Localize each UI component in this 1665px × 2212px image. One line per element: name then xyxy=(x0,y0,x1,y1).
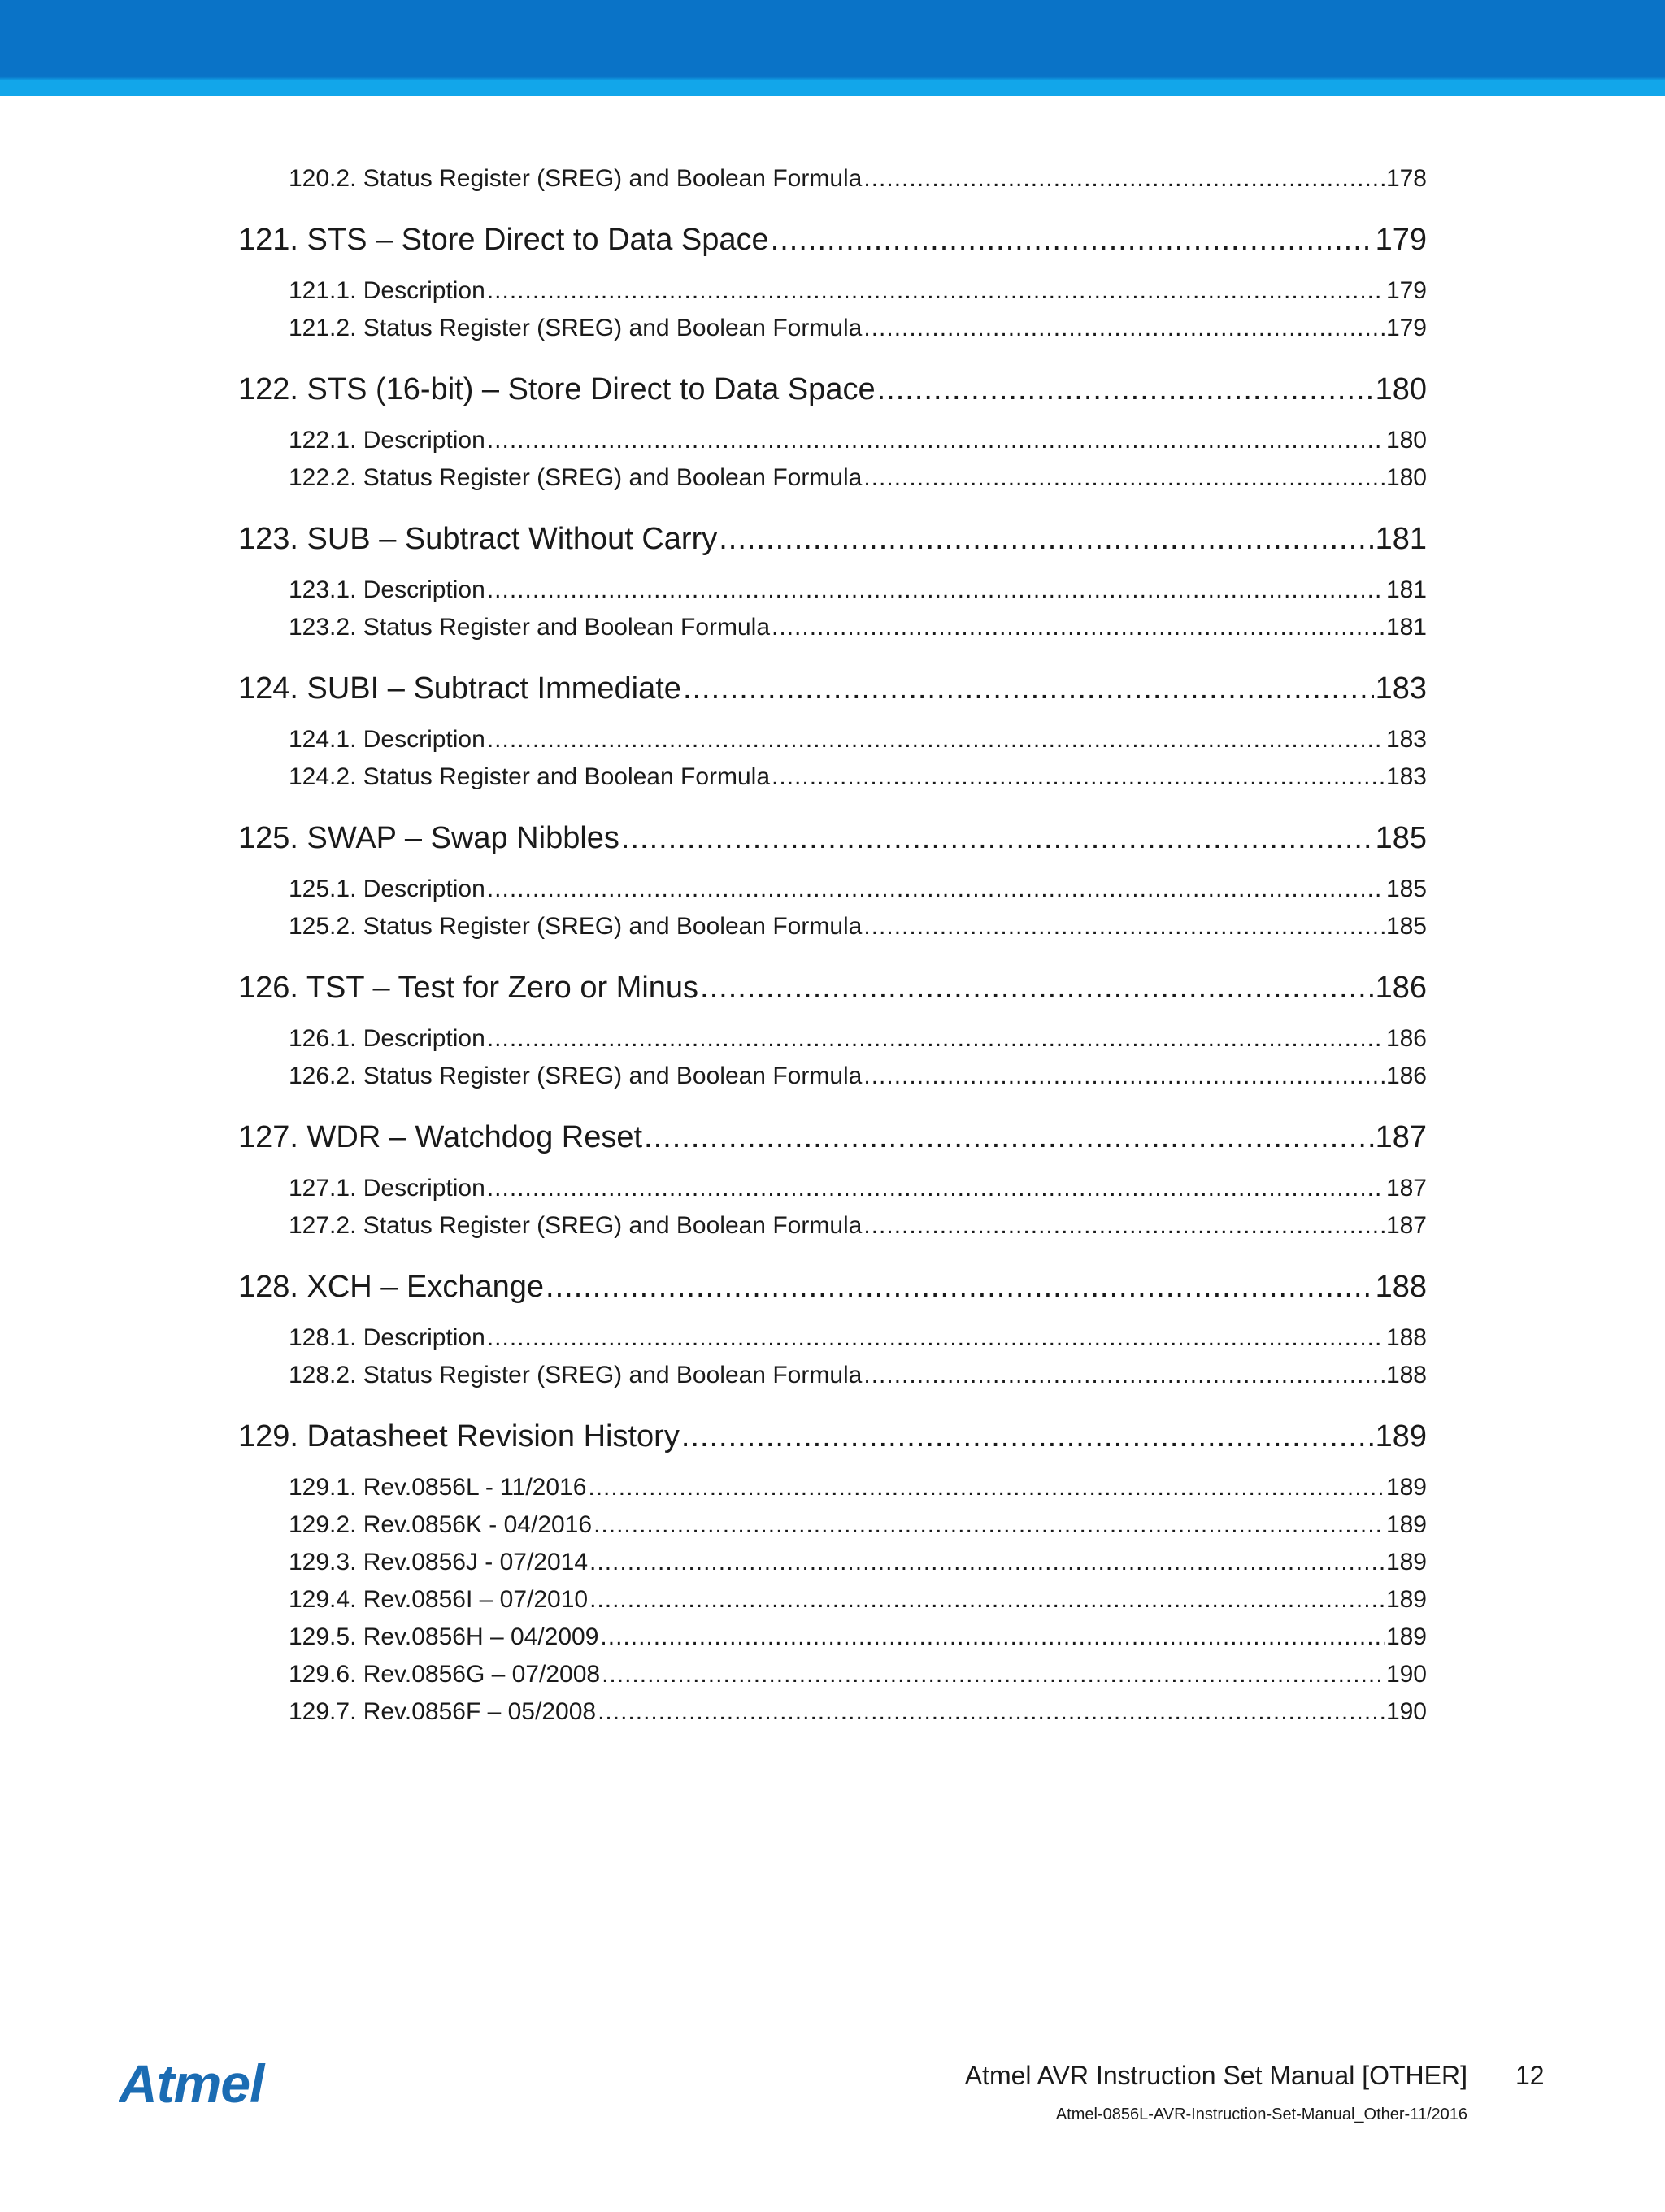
toc-entry-title: 125. SWAP – Swap Nibbles xyxy=(238,821,619,855)
toc-entry-title: 128.2. Status Register (SREG) and Boolean Formula xyxy=(289,1362,863,1388)
toc-dot-leader xyxy=(863,164,1385,193)
toc-entry-title: 120.2. Status Register (SREG) and Boolean Formula xyxy=(289,165,863,192)
toc-entry[interactable] xyxy=(289,1613,1427,1652)
toc-entry[interactable] xyxy=(289,1501,1427,1540)
toc-section-entry[interactable] xyxy=(238,662,1427,707)
toc-entry[interactable] xyxy=(289,454,1427,493)
toc-entry-title: 126.2. Status Register (SREG) and Boolean Formula xyxy=(289,1063,863,1089)
toc-entry-title: 129.7. Rev.0856F – 05/2008 xyxy=(289,1698,597,1725)
toc-entry-page: 189 xyxy=(1385,1623,1427,1650)
footer-document-title: Atmel AVR Instruction Set Manual [OTHER] xyxy=(964,2061,1467,2090)
toc-entry-title: 129.1. Rev.0856L - 11/2016 xyxy=(289,1474,587,1501)
toc-entry-page: 183 xyxy=(1385,726,1427,753)
toc-entry-title: 123.2. Status Register and Boolean Formula xyxy=(289,614,771,641)
toc-dot-leader xyxy=(487,1174,1385,1203)
toc-entry-title: 129.3. Rev.0856J - 07/2014 xyxy=(289,1549,589,1575)
toc-dot-leader xyxy=(487,1024,1385,1054)
toc-entry-page: 179 xyxy=(1385,277,1427,304)
toc-entry[interactable] xyxy=(289,753,1427,792)
toc-dot-leader xyxy=(487,1323,1385,1353)
toc-dot-leader xyxy=(700,969,1374,1006)
toc-dot-leader xyxy=(863,1361,1385,1390)
toc-entry-title: 129.4. Rev.0856I – 07/2010 xyxy=(289,1586,589,1613)
toc-entry-page: 179 xyxy=(1385,315,1427,341)
toc-entry-title: 124.1. Description xyxy=(289,726,485,753)
toc-dot-leader xyxy=(863,912,1385,941)
toc-entry-page: 181 xyxy=(1385,576,1427,603)
toc-dot-leader xyxy=(546,1268,1374,1306)
toc-entry[interactable] xyxy=(289,715,1427,754)
toc-entry-page: 180 xyxy=(1385,464,1427,491)
toc-entry[interactable] xyxy=(289,1463,1427,1502)
toc-entry[interactable] xyxy=(289,865,1427,904)
toc-entry-title: 125.2. Status Register (SREG) and Boolean Formula xyxy=(289,913,863,940)
toc-dot-leader xyxy=(863,1211,1385,1241)
toc-dot-leader xyxy=(772,763,1385,792)
toc-entry-title: 128.1. Description xyxy=(289,1324,485,1351)
toc-entry-page: 181 xyxy=(1375,522,1427,556)
toc-section-entry[interactable] xyxy=(238,213,1427,259)
toc-entry-title: 124. SUBI – Subtract Immediate xyxy=(238,671,681,706)
toc-entry-page: 187 xyxy=(1375,1120,1427,1154)
toc-entry-page: 183 xyxy=(1385,763,1427,790)
toc-entry-title: 127.2. Status Register (SREG) and Boolean Formula xyxy=(289,1212,863,1239)
toc-entry-page: 186 xyxy=(1385,1025,1427,1052)
toc-entry-title: 129. Datasheet Revision History xyxy=(238,1419,680,1454)
toc-entry-page: 190 xyxy=(1385,1698,1427,1725)
toc-entry[interactable] xyxy=(289,1164,1427,1203)
toc-dot-leader xyxy=(863,463,1385,493)
toc-entry[interactable] xyxy=(289,1202,1427,1241)
toc-entry[interactable] xyxy=(289,902,1427,941)
toc-entry[interactable] xyxy=(289,1575,1427,1614)
toc-entry[interactable] xyxy=(289,1314,1427,1353)
toc-entry-page: 183 xyxy=(1375,671,1427,706)
toc-entry-page: 189 xyxy=(1385,1474,1427,1501)
logo-wordmark: Atmel xyxy=(119,2057,264,2114)
toc-entry[interactable] xyxy=(289,1650,1427,1689)
toc-entry-title: 126. TST – Test for Zero or Minus xyxy=(238,971,699,1005)
toc-dot-leader xyxy=(600,1623,1385,1652)
toc-dot-leader xyxy=(719,520,1373,558)
header-band xyxy=(0,0,1665,96)
toc-entry-page: 189 xyxy=(1375,1419,1427,1454)
toc-dot-leader xyxy=(589,1548,1385,1577)
toc-dot-leader xyxy=(602,1660,1385,1689)
toc-entry[interactable] xyxy=(289,416,1427,455)
toc-entry-title: 129.6. Rev.0856G – 07/2008 xyxy=(289,1661,601,1688)
toc-entry[interactable] xyxy=(289,267,1427,306)
atmel-logo xyxy=(119,2057,289,2114)
toc-entry-page: 178 xyxy=(1385,165,1427,192)
toc-entry-title: 124.2. Status Register and Boolean Formula xyxy=(289,763,771,790)
toc-entry-page: 188 xyxy=(1375,1270,1427,1304)
toc-section-entry[interactable] xyxy=(238,1410,1427,1455)
toc-entry-title: 122.2. Status Register (SREG) and Boolean Formula xyxy=(289,464,863,491)
toc-dot-leader xyxy=(487,576,1385,605)
toc-entry-page: 187 xyxy=(1385,1175,1427,1202)
toc-entry[interactable] xyxy=(289,566,1427,605)
toc-entry[interactable] xyxy=(289,603,1427,642)
toc-entry-title: 128. XCH – Exchange xyxy=(238,1270,545,1304)
toc-dot-leader xyxy=(683,670,1374,707)
toc-entry-title: 125.1. Description xyxy=(289,876,485,902)
toc-dot-leader xyxy=(772,613,1385,642)
toc-dot-leader xyxy=(487,276,1385,306)
toc-dot-leader xyxy=(863,314,1385,343)
toc-entry[interactable] xyxy=(289,1538,1427,1577)
toc-dot-leader xyxy=(593,1510,1385,1540)
toc-dot-leader xyxy=(877,371,1374,408)
toc-entry-page: 179 xyxy=(1375,223,1427,257)
toc-entry-page: 188 xyxy=(1385,1324,1427,1351)
footer-page-number: 12 xyxy=(1515,2061,1545,2090)
toc-entry-page: 186 xyxy=(1385,1063,1427,1089)
toc-entry[interactable] xyxy=(289,1052,1427,1091)
toc-entry-page: 189 xyxy=(1385,1549,1427,1575)
toc-entry-page: 185 xyxy=(1385,876,1427,902)
toc-entry-title: 122. STS (16-bit) – Store Direct to Data Space xyxy=(238,372,876,406)
toc-entry-page: 189 xyxy=(1385,1586,1427,1613)
toc-entry-title: 122.1. Description xyxy=(289,427,485,454)
toc-entry-title: 123. SUB – Subtract Without Carry xyxy=(238,522,718,556)
toc-entry-page: 185 xyxy=(1375,821,1427,855)
toc-entry-page: 185 xyxy=(1385,913,1427,940)
toc-section-entry[interactable] xyxy=(238,1110,1427,1156)
toc-entry-title: 127.1. Description xyxy=(289,1175,485,1202)
toc-dot-leader xyxy=(681,1418,1374,1455)
toc-dot-leader xyxy=(621,819,1374,857)
toc-entry-page: 189 xyxy=(1385,1511,1427,1538)
toc-dot-leader xyxy=(644,1119,1374,1156)
toc-entry-title: 129.2. Rev.0856K - 04/2016 xyxy=(289,1511,593,1538)
toc-dot-leader xyxy=(588,1473,1385,1502)
toc-dot-leader xyxy=(589,1585,1385,1614)
toc-entry-title: 123.1. Description xyxy=(289,576,485,603)
toc-entry[interactable] xyxy=(289,154,1427,193)
toc-entry-page: 188 xyxy=(1385,1362,1427,1388)
toc-dot-leader xyxy=(863,1062,1385,1091)
toc-entry-title: 121.2. Status Register (SREG) and Boolean Formula xyxy=(289,315,863,341)
toc-entry[interactable] xyxy=(289,1351,1427,1390)
toc-entry[interactable] xyxy=(289,1688,1427,1727)
toc-entry-title: 121. STS – Store Direct to Data Space xyxy=(238,223,769,257)
toc-entry-page: 190 xyxy=(1385,1661,1427,1688)
toc-dot-leader xyxy=(598,1697,1385,1727)
toc-entry-page: 187 xyxy=(1385,1212,1427,1239)
toc-entry-page: 180 xyxy=(1385,427,1427,454)
toc-section-entry[interactable] xyxy=(238,811,1427,857)
toc-dot-leader xyxy=(487,875,1385,904)
toc-section-entry[interactable] xyxy=(238,1260,1427,1306)
toc-entry-title: 121.1. Description xyxy=(289,277,485,304)
toc-section-entry[interactable] xyxy=(238,512,1427,558)
toc-section-entry[interactable] xyxy=(238,363,1427,408)
toc-entry-title: 126.1. Description xyxy=(289,1025,485,1052)
toc-entry[interactable] xyxy=(289,1015,1427,1054)
toc-entry-title: 129.5. Rev.0856H – 04/2009 xyxy=(289,1623,599,1650)
footer-document-id: Atmel-0856L-AVR-Instruction-Set-Manual_Other-11/2016 xyxy=(1055,2106,1467,2123)
toc-entry-page: 181 xyxy=(1385,614,1427,641)
toc-dot-leader xyxy=(487,725,1385,754)
toc-entry-page: 186 xyxy=(1375,971,1427,1005)
toc-dot-leader xyxy=(771,221,1374,259)
toc-section-entry[interactable] xyxy=(238,961,1427,1006)
toc-entry-page: 180 xyxy=(1375,372,1427,406)
toc-dot-leader xyxy=(487,426,1385,455)
toc-entry[interactable] xyxy=(289,304,1427,343)
toc-entry-title: 127. WDR – Watchdog Reset xyxy=(238,1120,643,1154)
